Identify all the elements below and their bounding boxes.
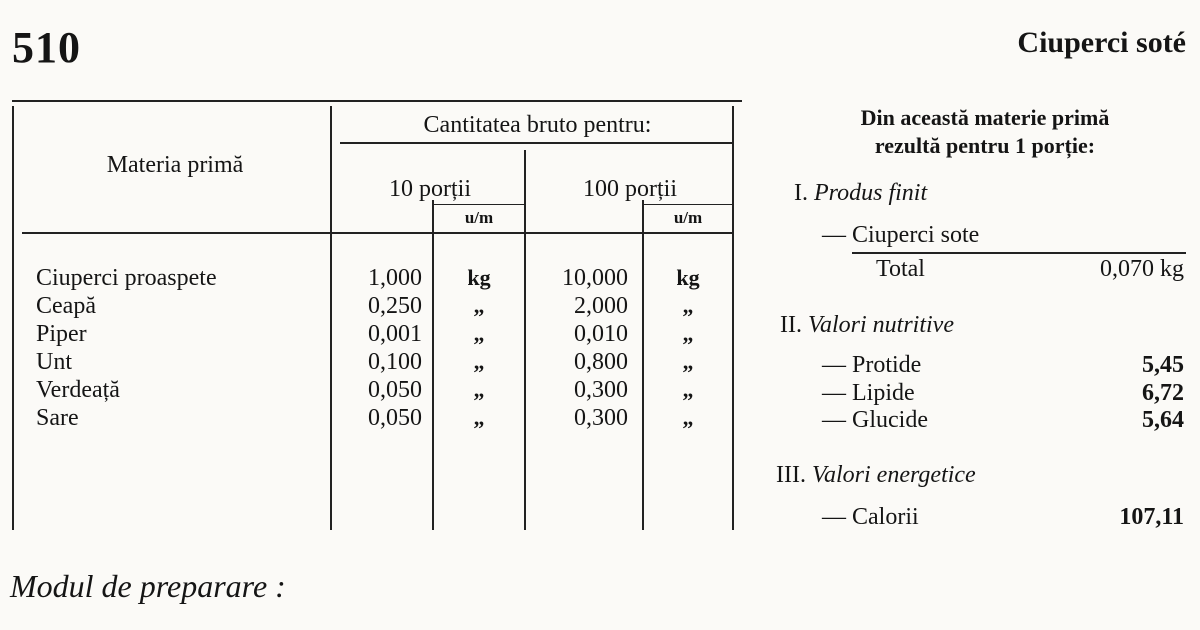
ingredient-name: Piper (36, 321, 87, 347)
unit-10: kg (467, 265, 491, 290)
qty-100: 0,300 (574, 377, 628, 403)
section-title: Valori nutritive (807, 312, 954, 338)
header-10-portii: 10 porții (389, 176, 471, 202)
calories-label: — Calorii (822, 504, 919, 530)
unit-100: „ (682, 349, 694, 374)
nutrient-label: — Lipide (822, 380, 915, 406)
header-cantitatea: Cantitatea bruto pentru: (423, 112, 652, 138)
col-divider-100 (524, 150, 526, 530)
qty-10: 0,050 (368, 377, 422, 403)
qty-10: 0,001 (368, 321, 422, 347)
section-title: Produs finit (814, 180, 928, 206)
qty-100: 0,800 (574, 349, 628, 375)
nutrient-label: — Glucide (822, 407, 928, 433)
calories-value: 107,11 (1119, 504, 1184, 530)
unit-100: „ (682, 377, 694, 402)
unit-10: „ (473, 405, 485, 430)
col-divider-unit10 (432, 200, 434, 530)
section-number: I. (794, 180, 808, 206)
unit-10: „ (473, 349, 485, 374)
nutrient-value: 6,72 (1142, 380, 1184, 406)
qty-10: 0,250 (368, 293, 422, 319)
ingredient-name: Sare (36, 405, 79, 431)
unit-10: „ (473, 293, 485, 318)
group-divider (340, 142, 732, 144)
header-bottom-border (22, 232, 732, 234)
total-rule (852, 252, 1186, 254)
unit-100: „ (682, 405, 694, 430)
ingredient-name: Unt (36, 349, 72, 375)
unit-10: „ (473, 377, 485, 402)
page-number: 510 (12, 23, 81, 72)
nutrient-value: 5,45 (1142, 352, 1184, 378)
header-100-portii: 100 porții (583, 176, 677, 202)
result-heading-line2: rezultă pentru 1 porție: (874, 133, 1096, 158)
dish-title: Ciuperci soté (1017, 26, 1186, 59)
header-unit-100: u/m (673, 208, 703, 227)
qty-100: 10,000 (562, 265, 628, 291)
total-value: 0,070 kg (1100, 256, 1184, 282)
result-heading-line1: Din această materie primă (860, 105, 1110, 130)
section-valori-energetice (776, 462, 976, 489)
col-divider-unit100 (642, 200, 644, 530)
total-label: Total (876, 256, 925, 282)
qty-10: 0,050 (368, 405, 422, 431)
header-materia-prima: Materia primă (106, 152, 244, 178)
unit-100: „ (682, 293, 694, 318)
table-right-border (732, 106, 734, 530)
unit-divider-10 (432, 204, 524, 205)
unit-divider-100 (642, 204, 732, 205)
nutrient-value: 5,64 (1142, 407, 1184, 433)
section-number: III. (776, 462, 806, 488)
result-heading (790, 104, 1180, 160)
qty-100: 2,000 (574, 293, 628, 319)
ingredient-name: Ceapă (36, 293, 96, 319)
unit-100: „ (682, 321, 694, 346)
header-unit-10: u/m (464, 208, 494, 227)
preparation-heading: Modul de preparare : (10, 568, 286, 604)
qty-10: 0,100 (368, 349, 422, 375)
qty-10: 1,000 (368, 265, 422, 291)
table-top-border (12, 100, 742, 102)
section-title: Valori energetice (811, 462, 976, 488)
section-number: II. (780, 312, 802, 338)
ingredient-name: Verdeață (36, 377, 120, 403)
unit-10: „ (473, 321, 485, 346)
qty-100: 0,010 (574, 321, 628, 347)
nutrient-label: — Protide (822, 352, 922, 378)
col-divider-name (330, 106, 332, 530)
unit-100: kg (676, 265, 700, 290)
section-produs-finit (794, 180, 927, 207)
ingredient-name: Ciuperci proaspete (36, 265, 217, 291)
qty-100: 0,300 (574, 405, 628, 431)
section-valori-nutritive (780, 312, 954, 339)
product-item: — Ciuperci sote (822, 222, 980, 248)
table-left-border (12, 106, 14, 530)
